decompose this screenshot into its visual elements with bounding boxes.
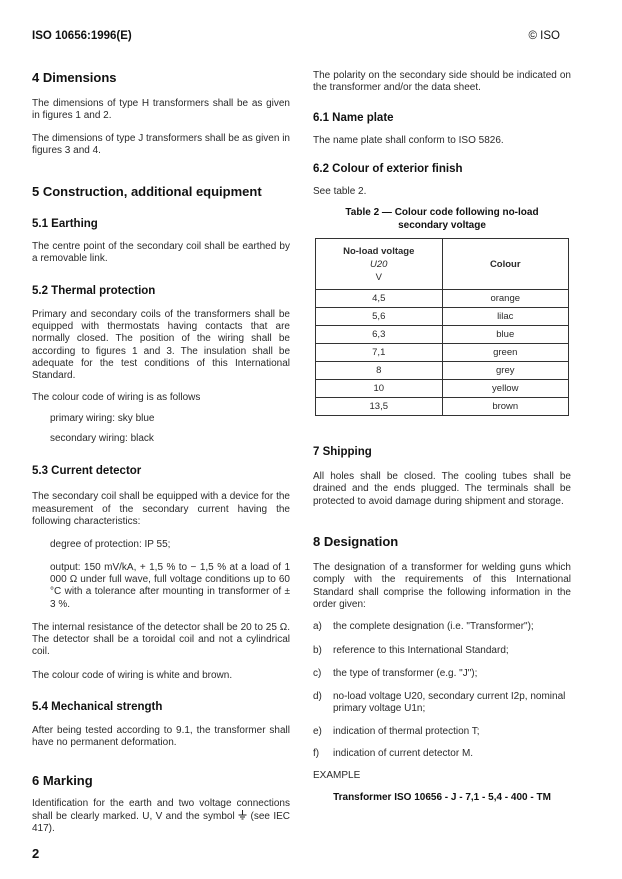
list-item-label: d) bbox=[313, 691, 322, 703]
colour-cell: grey bbox=[442, 362, 569, 380]
section-5-4-para: After being tested according to 9.1, the transformer shall have no permanent deformation. bbox=[32, 725, 290, 749]
section-8-para: The designation of a transformer for welding guns which comply with the requirements of this International Standard shall comprise the following information in the order given: bbox=[313, 562, 571, 610]
list-item-label: f) bbox=[313, 748, 320, 760]
table-header-voltage bbox=[316, 239, 443, 290]
voltage-cell: 7,1 bbox=[316, 344, 443, 362]
list-item bbox=[313, 691, 571, 716]
degree-of-protection: degree of protection: IP 55; bbox=[50, 539, 171, 551]
section-6-2-title: 6.2 Colour of exterior finish bbox=[313, 162, 463, 175]
section-5-3-para-2: The internal resistance of the detector shall be 20 to 25 Ω. The detector shall be a toroidal coil and not a cylindrical coil. bbox=[32, 621, 290, 658]
list-item-text: reference to this International Standard; bbox=[333, 644, 509, 656]
table-row bbox=[316, 362, 569, 380]
list-item bbox=[313, 621, 571, 633]
section-6-para-text: Identification for the earth and two voltage connections shall be clearly marked. U, V and the symbol bbox=[32, 797, 290, 822]
table-row bbox=[316, 344, 569, 362]
section-8-title: 8 Designation bbox=[313, 534, 399, 550]
list-item-text: no-load voltage U20, secondary current I2p, nominal primary voltage U1n; bbox=[333, 691, 566, 715]
header-standard-id: ISO 10656:1996(E) bbox=[32, 30, 132, 42]
primary-wiring: primary wiring: sky blue bbox=[50, 412, 155, 424]
example-label: EXAMPLE bbox=[313, 770, 361, 782]
table-caption-line-2: secondary voltage bbox=[398, 219, 486, 231]
table-header-colour: Colour bbox=[442, 239, 569, 290]
voltage-cell: 13,5 bbox=[316, 398, 443, 416]
section-7-title: 7 Shipping bbox=[313, 446, 372, 459]
left-column bbox=[32, 70, 290, 836]
section-7-para: All holes shall be closed. The cooling tubes shall be drained and the ends plugged. The terminals shall be protected to avoid damage during shipment and storage. bbox=[313, 471, 571, 507]
section-5-title: 5 Construction, additional equipment bbox=[32, 184, 262, 200]
page-number: 2 bbox=[32, 846, 40, 861]
list-item bbox=[313, 668, 571, 680]
table-caption-line-1: Table 2 — Colour code following no-load bbox=[345, 207, 539, 219]
table-header-symbol: U20 bbox=[370, 258, 388, 270]
table-row bbox=[316, 326, 569, 344]
section-5-3-para-1: The secondary coil shall be equipped with a device for the measurement of the secondary current having the following characteristics: bbox=[32, 491, 290, 528]
colour-cell: brown bbox=[442, 398, 569, 416]
header-copyright: © ISO bbox=[528, 30, 560, 42]
section-5-4-title: 5.4 Mechanical strength bbox=[32, 701, 163, 714]
table-header-voltage-label: No-load voltage bbox=[343, 245, 415, 257]
voltage-cell: 6,3 bbox=[316, 326, 443, 344]
table-row bbox=[316, 380, 569, 398]
voltage-cell: 4,5 bbox=[316, 290, 443, 308]
section-4-title: 4 Dimensions bbox=[32, 70, 117, 85]
section-5-2-title: 5.2 Thermal protection bbox=[32, 284, 156, 297]
section-5-1-para: The centre point of the secondary coil shall be earthed by a removable link. bbox=[32, 241, 290, 265]
list-item bbox=[313, 748, 571, 760]
table-header-unit: V bbox=[375, 271, 382, 283]
section-5-2-colour-code: The colour code of wiring is as follows bbox=[32, 391, 201, 403]
colour-cell: green bbox=[442, 344, 569, 362]
list-item-text: indication of current detector M. bbox=[333, 748, 474, 760]
section-6-2-para: See table 2. bbox=[313, 185, 367, 197]
colour-cell: orange bbox=[442, 290, 569, 308]
right-column bbox=[313, 70, 571, 803]
earth-ground-icon bbox=[238, 810, 247, 820]
list-item-label: b) bbox=[313, 644, 322, 656]
table-row bbox=[316, 398, 569, 416]
section-6-1-title: 6.1 Name plate bbox=[313, 111, 394, 124]
voltage-cell: 5,6 bbox=[316, 308, 443, 326]
colour-cell: blue bbox=[442, 326, 569, 344]
section-5-3-title: 5.3 Current detector bbox=[32, 465, 142, 478]
table-row bbox=[316, 308, 569, 326]
section-6-para-end: (see IEC 417). bbox=[32, 810, 291, 835]
colour-cell: yellow bbox=[442, 380, 569, 398]
table-caption bbox=[313, 207, 571, 232]
section-5-2-para: Primary and secondary coils of the transformers shall be equipped with thermostats having contacts that are normally closed. The position of the wiring shall be according to figures 1 and 3. The insulation shall be adequate for the test conditions of this International Standard. bbox=[32, 308, 290, 382]
section-4-para-1: The dimensions of type H transformers shall be as given in figures 1 and 2. bbox=[32, 98, 290, 122]
list-item-label: c) bbox=[313, 667, 322, 679]
example-designation: Transformer ISO 10656 - J - 7,1 - 5,4 - 400 - TM bbox=[333, 791, 551, 803]
polarity-para: The polarity on the secondary side should be indicated on the transformer and/or the data sheet. bbox=[313, 70, 571, 94]
secondary-wiring: secondary wiring: black bbox=[50, 433, 154, 445]
voltage-cell: 8 bbox=[316, 362, 443, 380]
section-5-3-para-3: The colour code of wiring is white and brown. bbox=[32, 669, 233, 681]
list-item-label: a) bbox=[313, 621, 322, 633]
table-row bbox=[316, 290, 569, 308]
detector-output: output: 150 mV/kA, + 1,5 % to − 1,5 % at a load of 1 000 Ω under full wave, full voltage conditions up to 60 °C with a tolerance after mounting in transformer of ± 3 %. bbox=[50, 561, 290, 610]
section-5-1-title: 5.1 Earthing bbox=[32, 218, 98, 231]
list-item-label: e) bbox=[313, 725, 322, 737]
colour-cell: lilac bbox=[442, 308, 569, 326]
section-6-para bbox=[32, 798, 290, 836]
list-item-text: the complete designation (i.e. "Transformer"); bbox=[333, 621, 534, 633]
voltage-cell: 10 bbox=[316, 380, 443, 398]
section-6-title: 6 Marking bbox=[32, 772, 93, 788]
list-item-text: indication of thermal protection T; bbox=[333, 725, 480, 737]
section-4-para-2: The dimensions of type J transformers shall be as given in figures 3 and 4. bbox=[32, 132, 290, 156]
list-item bbox=[313, 645, 571, 657]
section-6-1-para: The name plate shall conform to ISO 5826. bbox=[313, 134, 504, 146]
list-item-text: the type of transformer (e.g. "J"); bbox=[333, 667, 478, 679]
colour-code-table bbox=[315, 238, 569, 416]
list-item bbox=[313, 726, 571, 738]
